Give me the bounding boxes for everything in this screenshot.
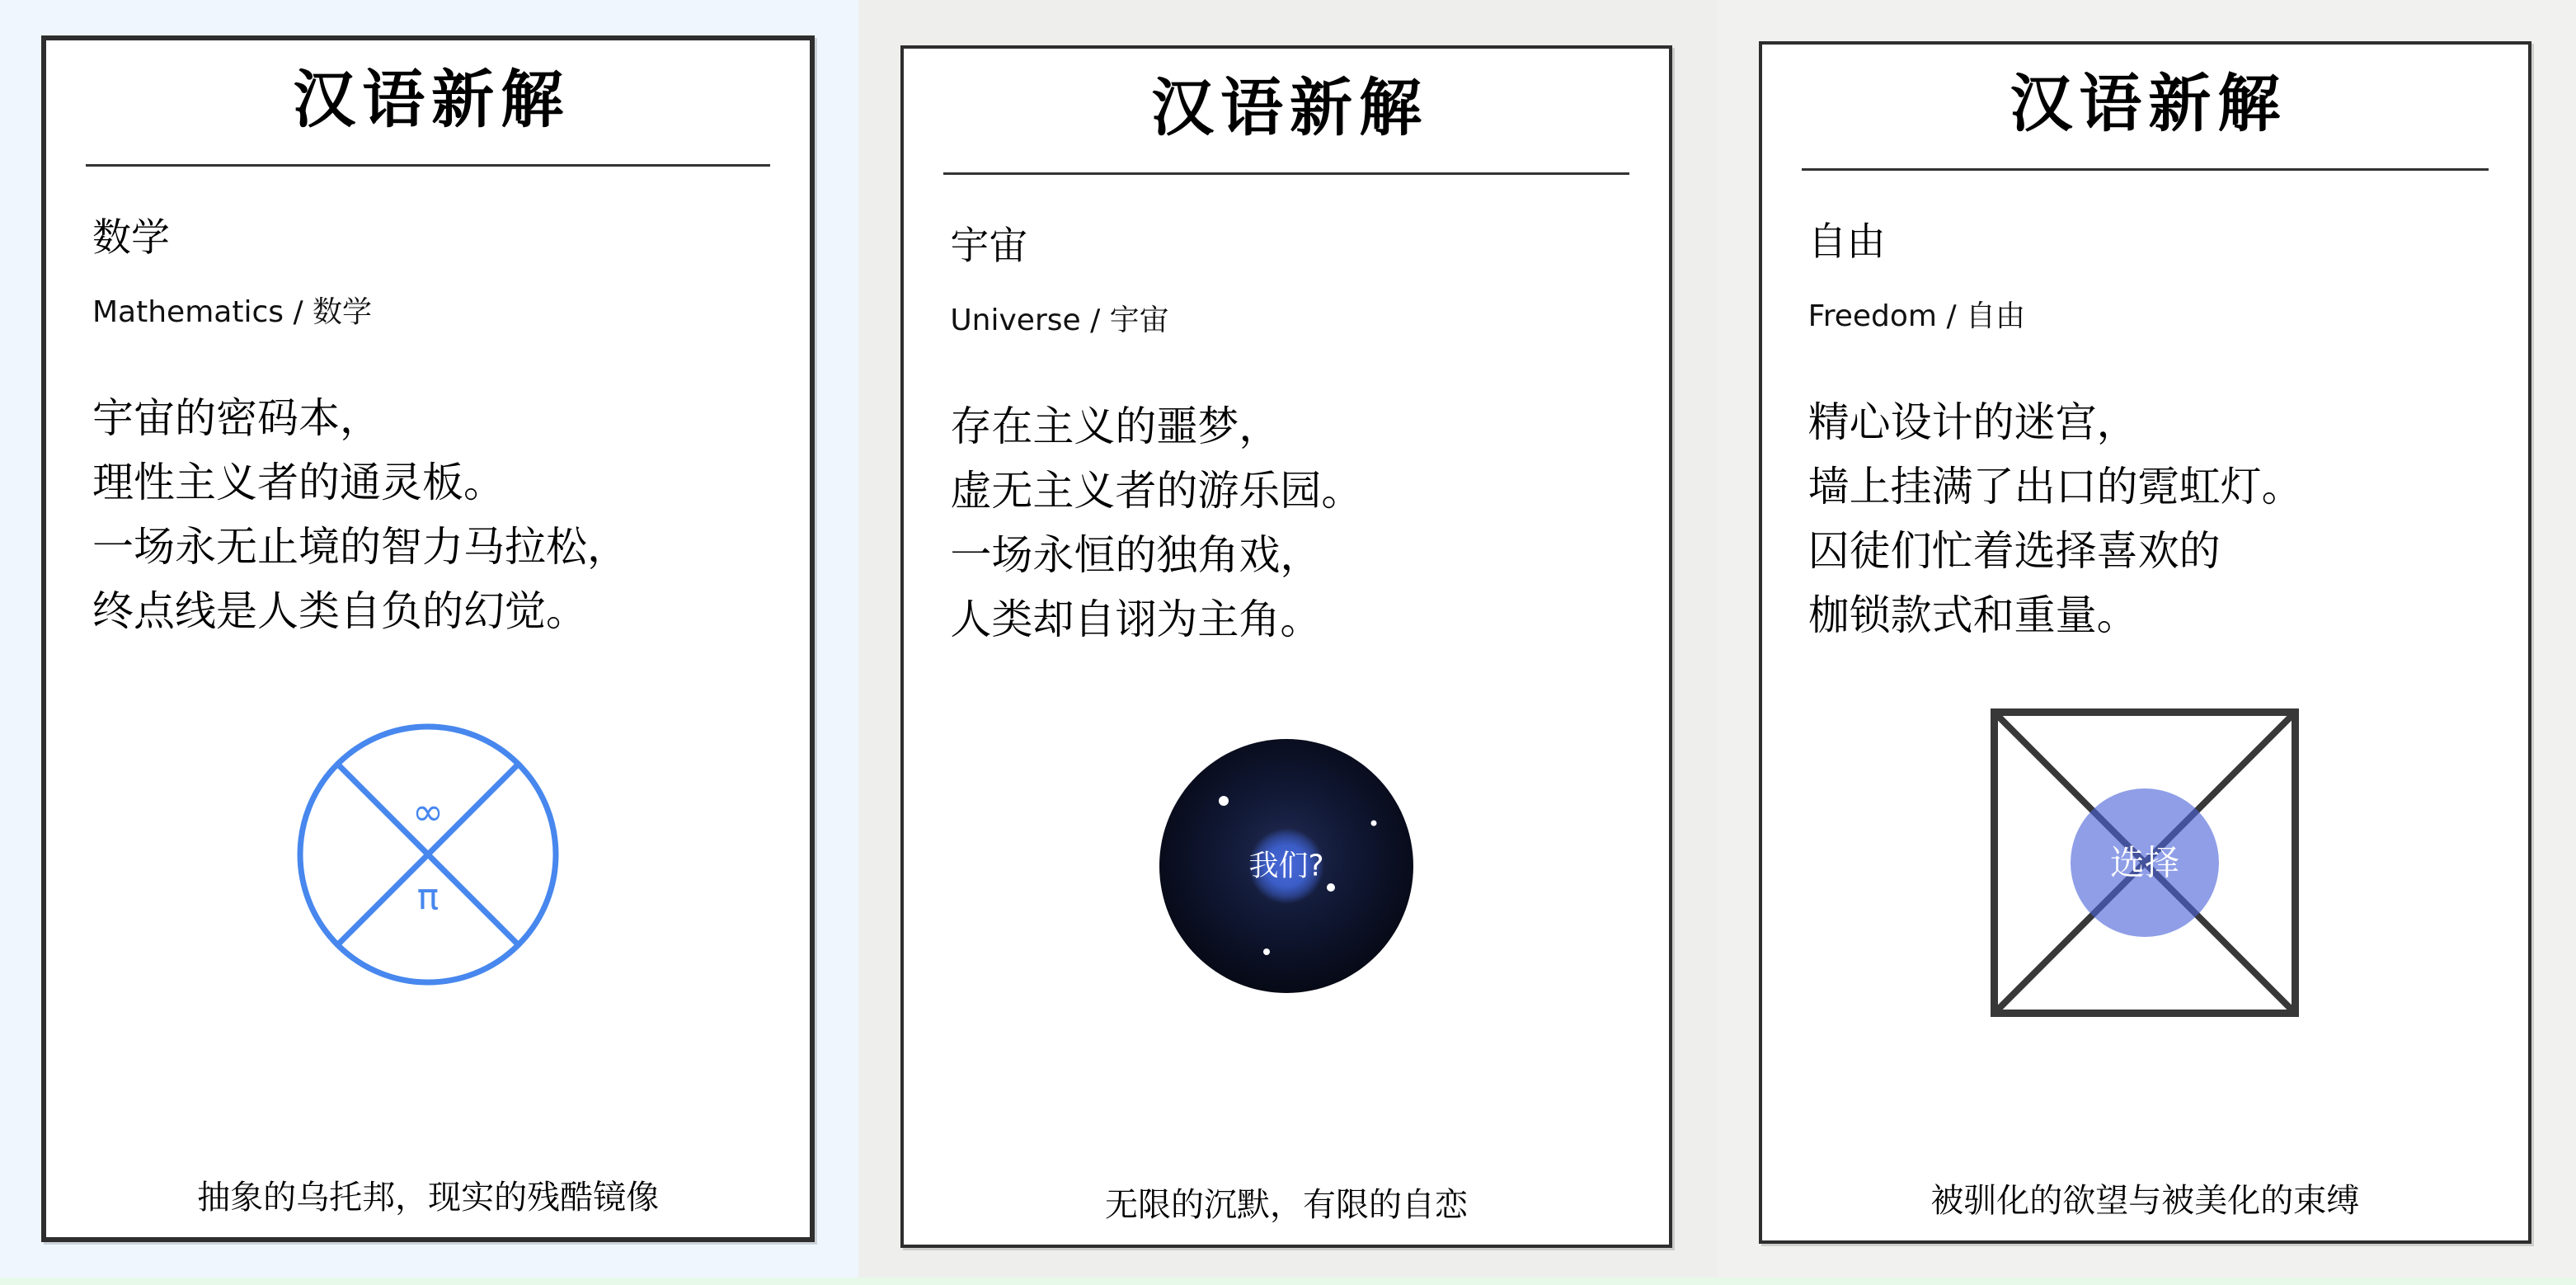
word-translation: Freedom / 自由 — [1807, 299, 2026, 333]
poem-line: 墙上挂满了出口的霓虹灯。 — [1807, 463, 2303, 511]
pi-symbol: π — [416, 876, 440, 919]
star-dot — [1219, 796, 1229, 806]
word-label: 数学 — [92, 215, 170, 261]
word-label: 宇宙 — [950, 224, 1028, 269]
poem-line: 虚无主义者的游乐园。 — [950, 467, 1363, 515]
card-footer: 无限的沉默，有限的自恋 — [1104, 1186, 1468, 1224]
space-circle-icon — [1154, 734, 1418, 998]
poem — [950, 394, 1622, 652]
word-translation: Universe / 宇宙 — [950, 304, 1169, 337]
poem-line: 终点线是人类自负的幻觉。 — [92, 587, 587, 635]
choice-label: 选择 — [2110, 842, 2180, 883]
square-x-icon — [1980, 698, 2310, 1028]
poem-line: 一场永恒的独角戏， — [950, 531, 1322, 579]
poem — [92, 386, 764, 643]
card-title: 汉语新解 — [1150, 71, 1428, 144]
title-divider — [86, 164, 770, 167]
poem-line: 人类却自诩为主角。 — [950, 595, 1322, 643]
we-label: 我们? — [1248, 849, 1324, 883]
card-footer: 抽象的乌托邦，现实的残酷镜像 — [197, 1179, 660, 1217]
panel-freedom — [1718, 0, 2576, 1285]
poem-line: 囚徒们忙着选择喜欢的 — [1807, 527, 2221, 575]
infinity-symbol: ∞ — [411, 789, 444, 834]
title-divider — [943, 172, 1629, 175]
math-illustration — [46, 714, 810, 995]
card-title: 汉语新解 — [2010, 67, 2287, 140]
poem-line: 精心设计的迷宫， — [1807, 398, 2138, 446]
word-translation: Mathematics / 数学 — [92, 295, 373, 329]
card-footer: 被驯化的欲望与被美化的束缚 — [1930, 1182, 2360, 1220]
hanyu-card-universe — [900, 45, 1671, 1248]
poem-line: 理性主义者的通灵板。 — [92, 459, 505, 506]
poem-line: 枷锁款式和重量。 — [1807, 591, 2138, 639]
panel-math — [0, 0, 858, 1285]
hanyu-card-freedom — [1759, 41, 2531, 1244]
card-title: 汉语新解 — [293, 63, 571, 136]
word-label: 自由 — [1807, 219, 1886, 265]
poem — [1808, 390, 2482, 647]
circle-x-icon — [288, 714, 568, 995]
universe-illustration — [904, 734, 1668, 998]
star-dot — [1263, 948, 1270, 955]
star-dot — [1370, 821, 1376, 826]
poem-line: 存在主义的噩梦， — [950, 402, 1281, 450]
poem-line: 宇宙的密码本， — [92, 394, 381, 442]
title-divider — [1802, 168, 2489, 171]
hanyu-card-math — [41, 35, 815, 1242]
poem-line: 一场永无止境的智力马拉松， — [92, 523, 628, 571]
bottom-strip — [0, 1278, 2576, 1285]
freedom-illustration — [1762, 698, 2528, 1028]
star-dot — [1327, 883, 1335, 892]
panel-universe — [858, 0, 1717, 1285]
